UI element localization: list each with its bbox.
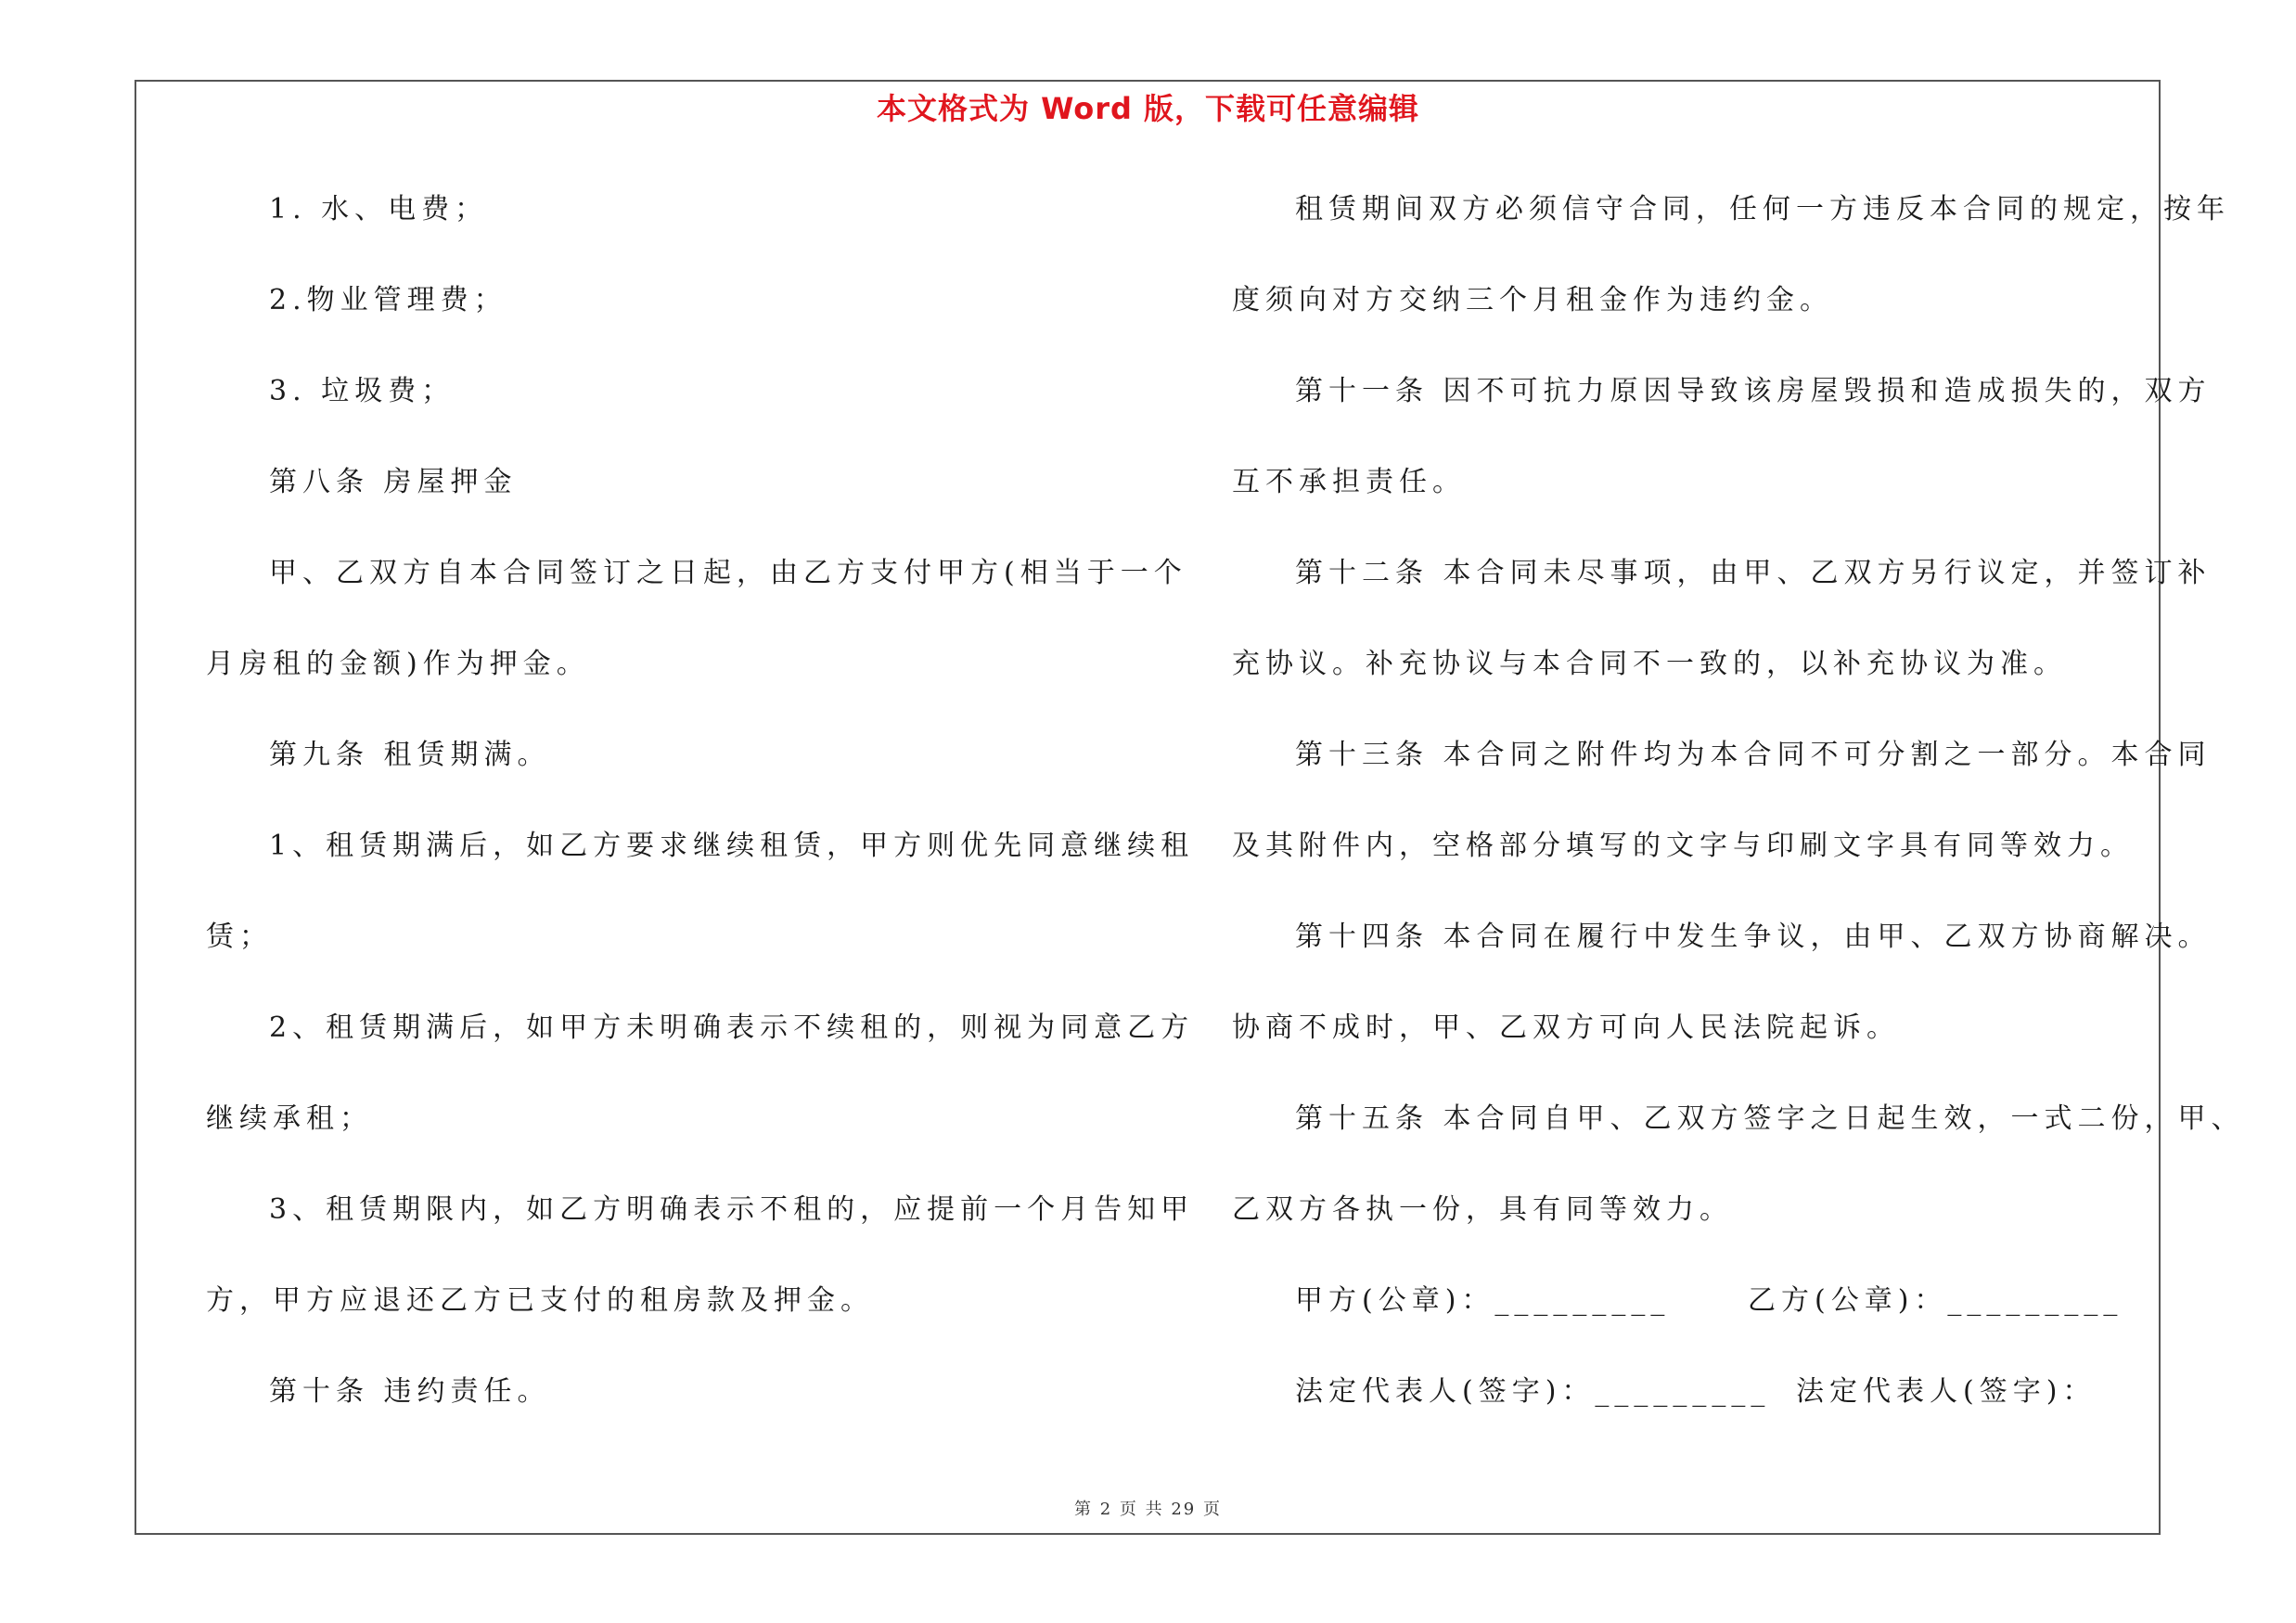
right-column: [1232, 176, 2245, 1449]
paragraph-line: 继续承租；: [206, 1102, 373, 1135]
page-number: 第 2 页 共 29 页: [1074, 1500, 1222, 1519]
left-column: [206, 176, 1195, 1449]
paragraph-line: 2、租赁期满后，如甲方未明确表示不续租的，则视为同意乙方: [269, 1011, 1195, 1044]
paragraph-line: 租赁期间双方必须信守合同，任何一方违反本合同的规定，按年: [1295, 193, 2230, 225]
paragraph-line: 1. 水、电费；: [269, 193, 489, 225]
paragraph-line: 充协议。补充协议与本合同不一致的，以补充协议为准。: [1232, 648, 2067, 680]
paragraph-line: 乙双方各执一份，具有同等效力。: [1232, 1193, 1733, 1226]
paragraph-line: 第十条 违约责任。: [269, 1375, 551, 1408]
party-a-seal: 甲方(公章)：_________: [1295, 1284, 1671, 1317]
word-format-banner: 本文格式为 Word 版，下载可任意编辑: [876, 91, 1420, 126]
paragraph-line: 赁；: [206, 921, 273, 953]
paragraph-line: 度须向对方交纳三个月租金作为违约金。: [1232, 284, 1833, 316]
representative-row: [1232, 1359, 2160, 1449]
paragraph-line: 2.物业管理费；: [269, 284, 507, 316]
paragraph-line: 方，甲方应退还乙方已支付的租房款及押金。: [206, 1284, 874, 1317]
paragraph-line: 3. 垃圾费；: [269, 375, 455, 407]
paragraph-line: 月房租的金额)作为押金。: [206, 648, 590, 680]
paragraph-line: 第八条 房屋押金: [269, 466, 518, 498]
paragraph-line: 第十五条 本合同自甲、乙双方签字之日起生效，一式二份，甲、: [1295, 1102, 2245, 1135]
paragraph-line: 第十二条 本合同未尽事项，由甲、乙双方另行议定，并签订补: [1295, 557, 2212, 589]
paragraph-line: 第十三条 本合同之附件均为本合同不可分割之一部分。本合同: [1295, 739, 2212, 771]
paragraph-line: 1、租赁期满后，如乙方要求继续租赁，甲方则优先同意继续租: [269, 830, 1195, 862]
paragraph-line: 第十一条 因不可抗力原因导致该房屋毁损和造成损失的，双方: [1295, 375, 2212, 407]
seal-row: [1232, 1268, 2160, 1359]
paragraph-line: 及其附件内，空格部分填写的文字与印刷文字具有同等效力。: [1232, 830, 2134, 862]
paragraph-line: 第十四条 本合同在履行中发生争议，由甲、乙双方协商解决。: [1295, 921, 2212, 953]
paragraph-line: 第九条 租赁期满。: [269, 739, 551, 771]
party-b-seal: 乙方(公章)：_________: [1748, 1284, 2123, 1317]
party-b-representative: 法定代表人(签字)：: [1796, 1375, 2097, 1408]
paragraph-line: 甲、乙双方自本合同签订之日起，由乙方支付甲方(相当于一个: [269, 557, 1187, 589]
paragraph-line: 互不承担责任。: [1232, 466, 1466, 498]
paragraph-line: 3、租赁期限内，如乙方明确表示不租的，应提前一个月告知甲: [269, 1193, 1195, 1226]
paragraph-line: 协商不成时，甲、乙双方可向人民法院起诉。: [1232, 1011, 1900, 1044]
party-a-representative: 法定代表人(签字)：_________: [1295, 1375, 1771, 1408]
